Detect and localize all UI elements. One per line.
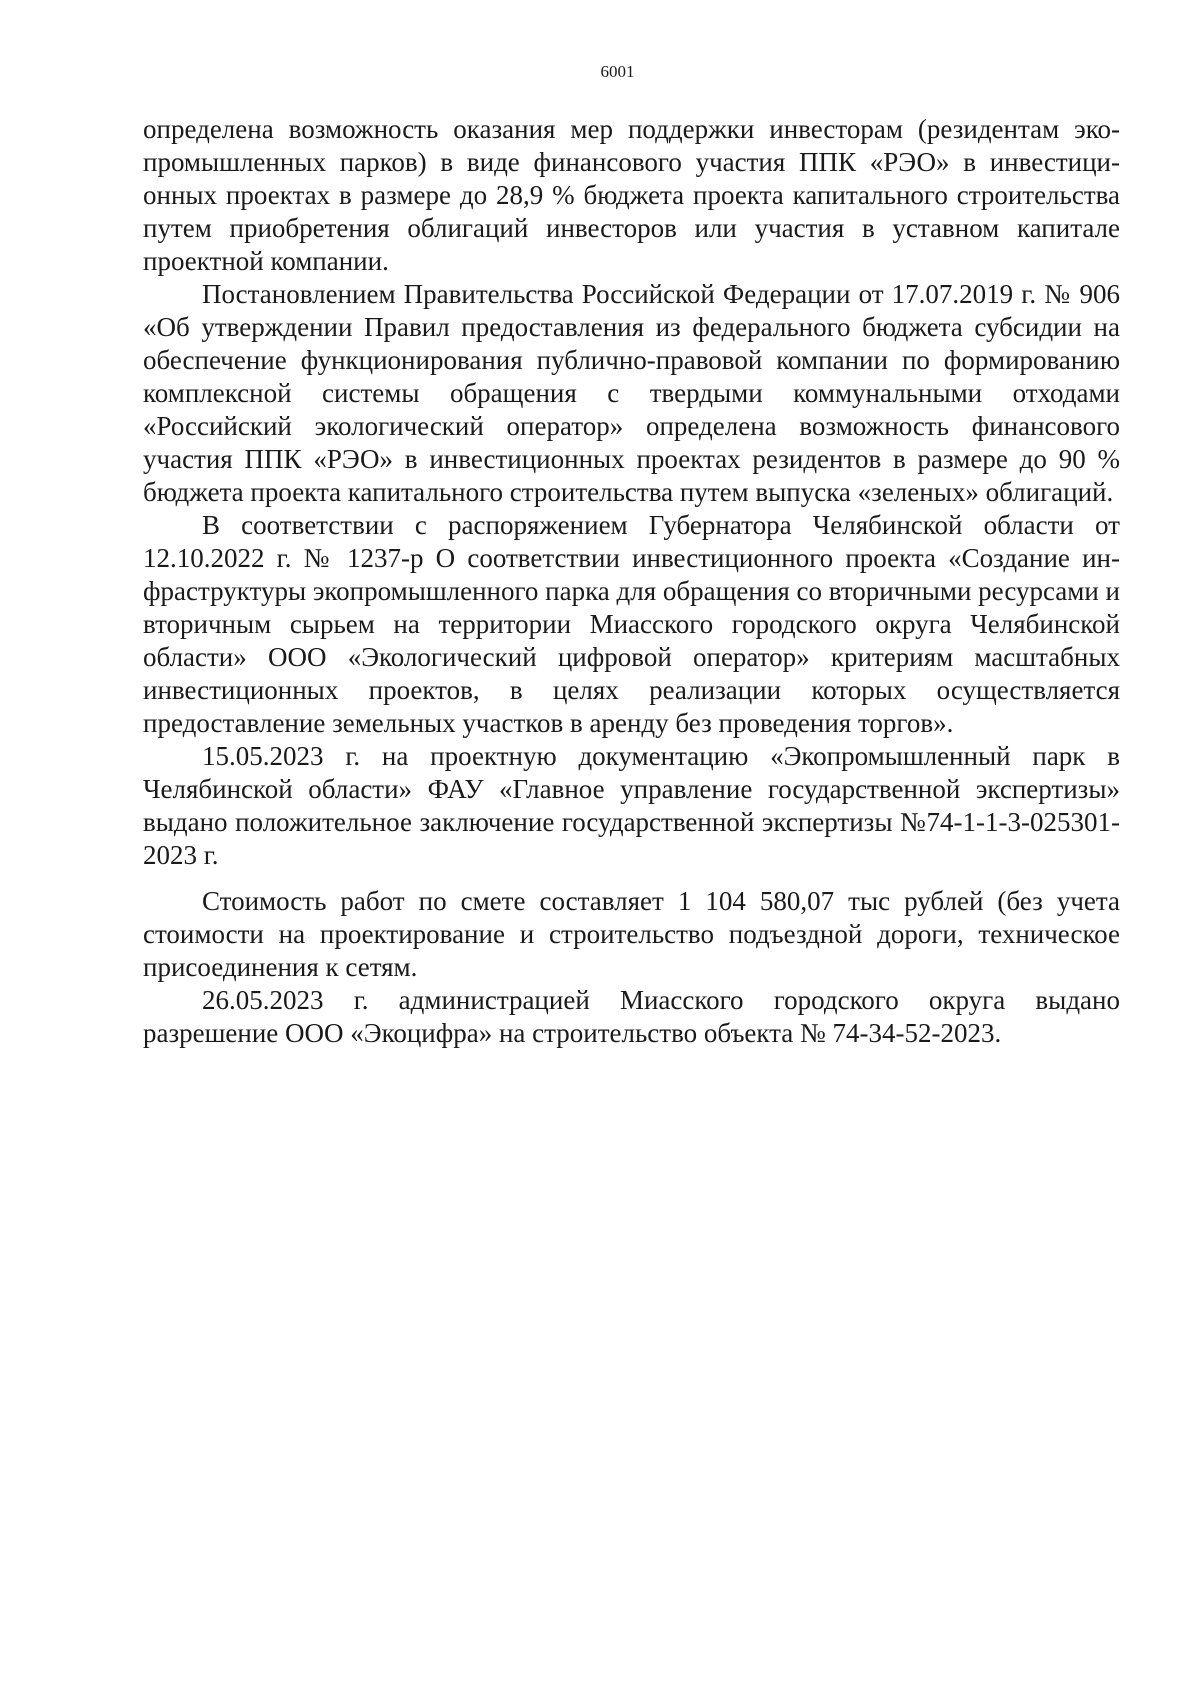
page-number: 6001 [600, 62, 635, 81]
paragraph-state-expertise: 15.05.2023 г. на проектную документацию «Экопромышленный парк в Челябинской области» ФАУ «Главное управление государственной экспертизы» выдано положительное заключение государственной экспертизы №74-1-1-3-025301-2023 г. [143, 741, 1120, 870]
paragraph-government-resolution: Постановлением Правительства Российской Федерации от 17.07.2019 г. № 906 «Об утверждении Правил предоставления из федерального бюджета субсидии на обеспечение функционирования публично-правовой компании по формированию комплексной системы обращения с твердыми коммунальными отходами «Российский экологический оператор» определена возможность финансового участия ППК «РЭО» в инвестиционных проектах резидентов в размере до 90 % бюджета проекта капитального строительства путем выпуска «зеленых» облигаций. [143, 279, 1120, 507]
paragraph-governor-order: В соответствии с распоряжением Губернатора Челябинской области от 12.10.2022 г. № 1237-р О соответствии инвестиционного проекта «Создание инфраструктуры экопромышленного парка для обращения со вторичными ресурсами и вторичным сырьем на территории Миасского городского округа Челябинской области» ООО «Экологический цифровой оператор» критериям масштабных инвестиционных проектов, в целях реализации которых осуществляется предоставление земельных участков в аренду без проведения торгов». [143, 510, 1120, 738]
paragraph-construction-permit: 26.05.2023 г. администрацией Миасского городского округа выдано разрешение ООО «Экоцифра» на строительство объекта № 74-34-52-2023. [143, 985, 1120, 1048]
document-body [143, 113, 1120, 1050]
paragraph-support-measures: определена возможность оказания мер поддержки инвесторам (резидентам экопромышленных парков) в виде финансового участия ППК «РЭО» в инвестиционных проектах в размере до 28,9 % бюджета проекта капитального строительства путем приобретения облигаций инвесторов или участия в уставном капитале проектной компании. [143, 114, 1120, 276]
paragraph-estimate-cost: Стоимость работ по смете составляет 1 104 580,07 тыс рублей (без учета стоимости на проектирование и строительство подъездной дороги, техническое присоединения к сетям. [143, 886, 1120, 982]
